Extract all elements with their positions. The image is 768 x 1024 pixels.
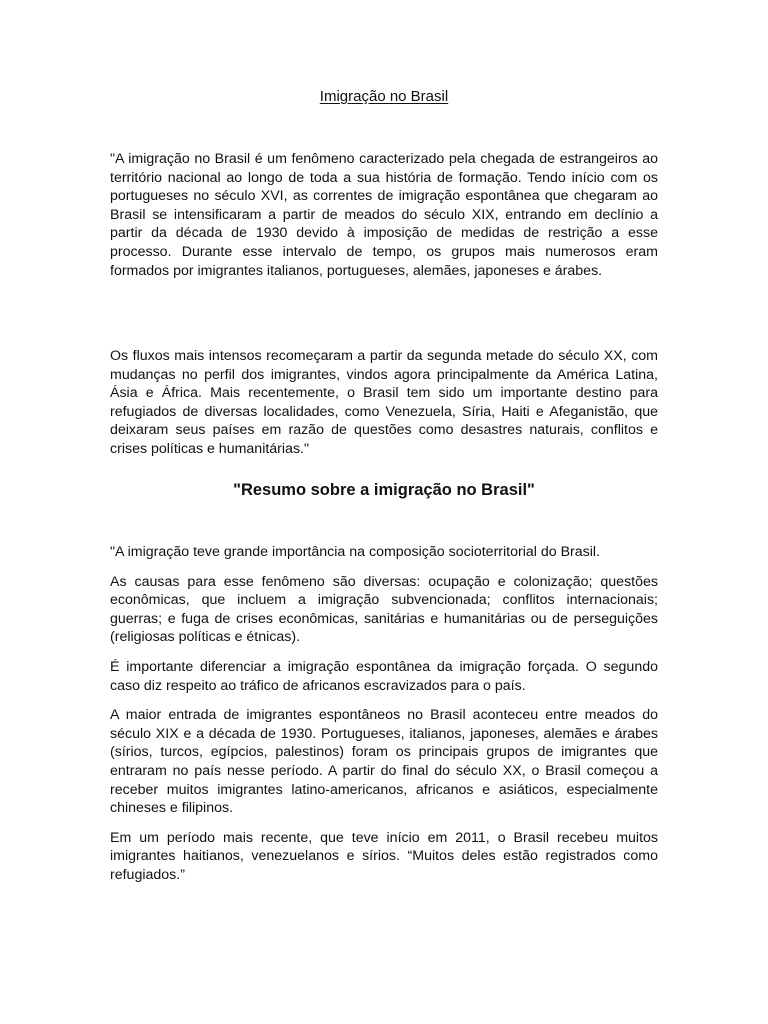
summary-heading: "Resumo sobre a imigração no Brasil" <box>233 481 535 499</box>
summary-paragraph-1: "A imigração teve grande importância na composição socioterritorial do Brasil. <box>110 544 601 560</box>
intro-paragraph-2: Os fluxos mais intensos recomeçaram a partir da segunda metade do século XX, com mudanças no perfil dos imigrantes, vindos agora principalmente da América Latina, Ásia e África. Mais recentemente, o Brasil tem sido um importante destino para refugiados de diversas localidades, como Venezuela, Síria, Haiti e Afeganistão, que deixaram seus países em razão de questões como desastres naturais, conflitos e crises políticas e humanitárias." <box>110 348 658 457</box>
summary-paragraph-5: Em um período mais recente, que teve início em 2011, o Brasil recebeu muitos imigrantes haitianos, venezuelanos e sírios. “Muitos deles estão registrados como refugiados.” <box>110 829 658 883</box>
summary-paragraph-2: As causas para esse fenômeno são diversas: ocupação e colonização; questões econômicas, que incluem a imigração subvencionada; conflitos internacionais; guerras; e fuga de crises econômicas, sanitárias e humanitárias ou de perseguições (religiosas políticas e étnicas). <box>110 573 658 646</box>
summary-paragraph-4: A maior entrada de imigrantes espontâneos no Brasil aconteceu entre meados do século XIX e a década de 1930. Portugueses, italianos, japoneses, alemães e árabes (sírios, turcos, egípcios, palestinos) foram os principais grupos de imigrantes que entraram no país nesse período. A partir do final do século XX, o Brasil começou a receber muitos imigrantes latino-americanos, africanos e asiáticos, especialmente chineses e filipinos. <box>110 707 658 817</box>
summary-section <box>110 543 658 896</box>
summary-paragraph-3: É importante diferenciar a imigração espontânea da imigração forçada. O segundo caso diz respeito ao tráfico de africanos escravizados para o país. <box>110 658 658 694</box>
intro-paragraph-1: "A imigração no Brasil é um fenômeno caracterizado pela chegada de estrangeiros ao território nacional ao longo de toda a sua história de formação. Tendo início com os portugueses no século XVI, as correntes de imigração espontânea que chegaram ao Brasil se intensificaram a partir de meados do século XIX, entrando em declínio a partir da década de 1930 devido à imposição de medidas de restrição a esse processo. Durante esse intervalo de tempo, os grupos mais numerosos eram formados por imigrantes italianos, portugueses, alemães, japoneses e árabes. <box>110 151 658 279</box>
document-title: Imigração no Brasil <box>319 88 449 105</box>
